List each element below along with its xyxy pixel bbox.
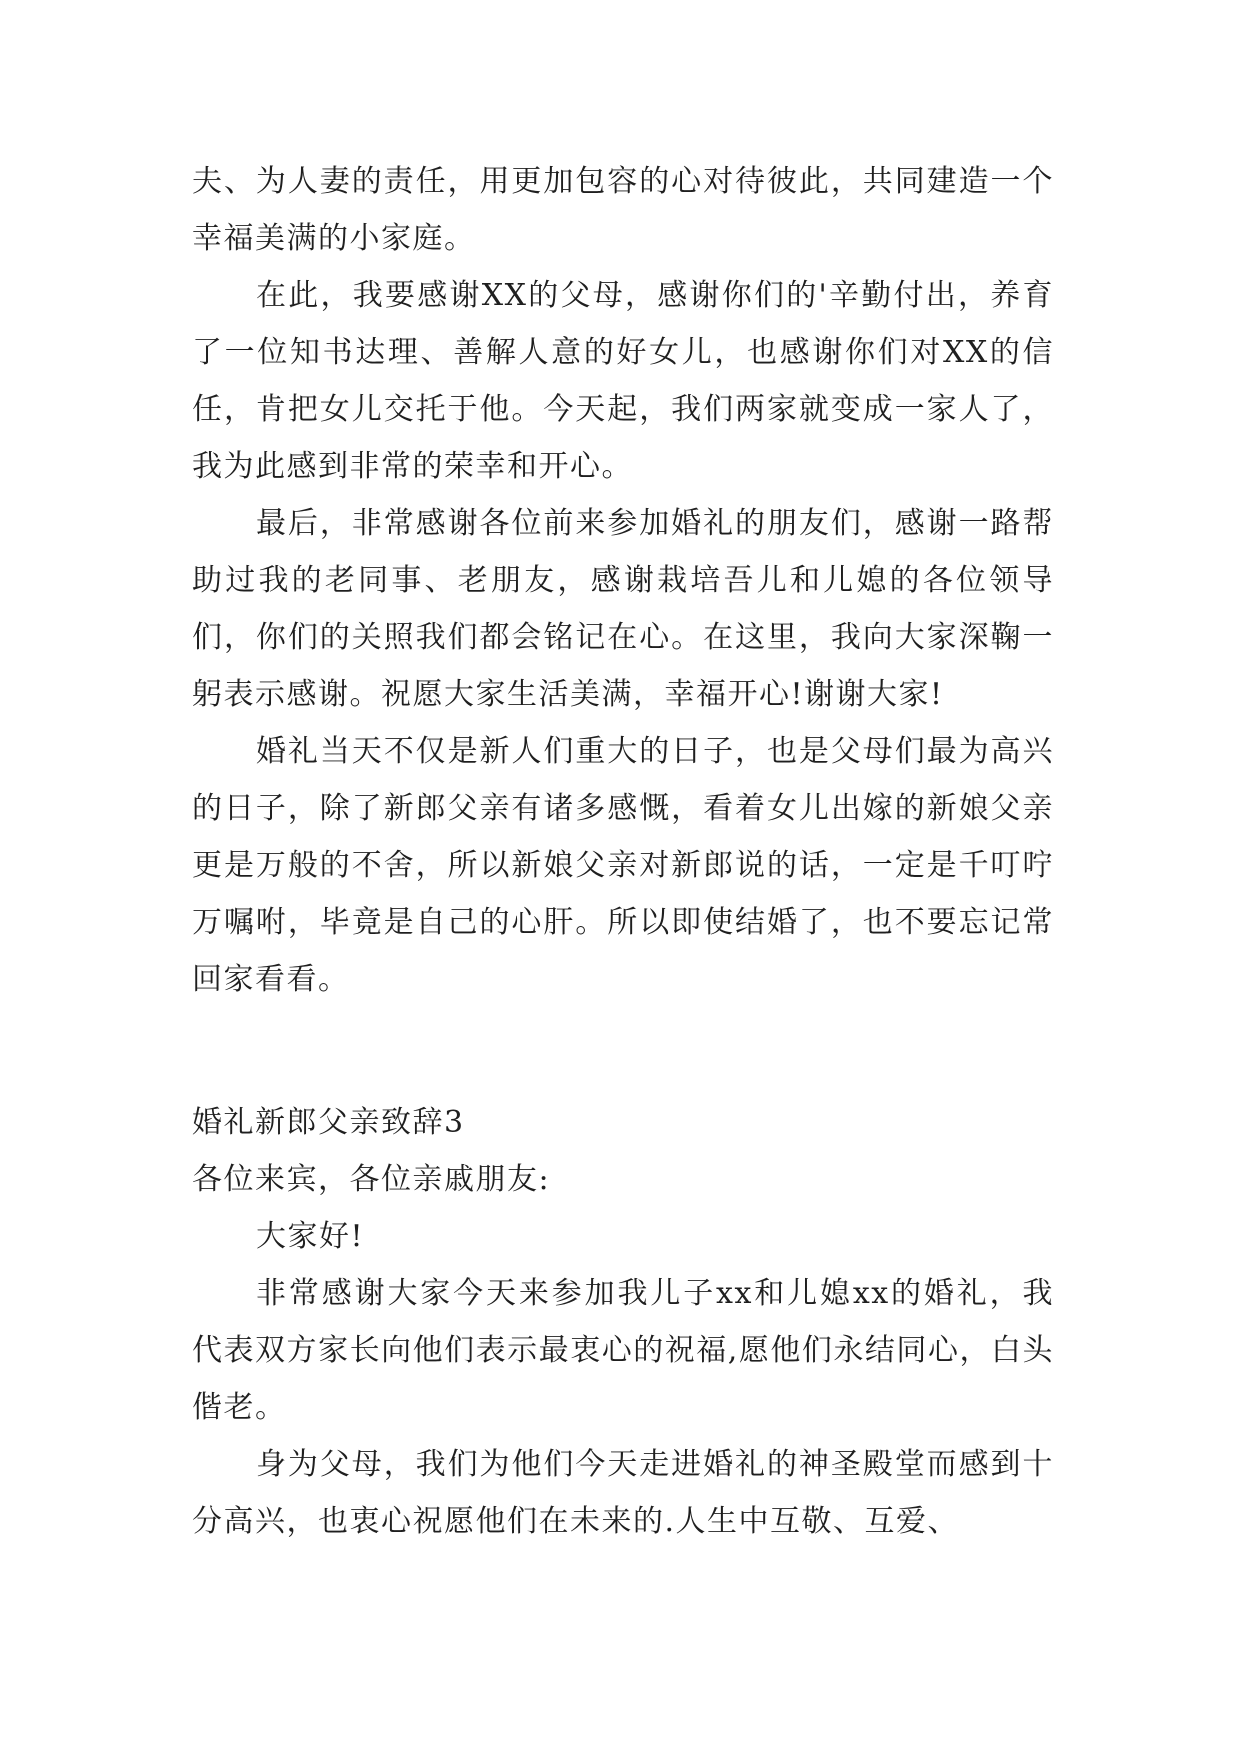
paragraph-thanks-parents: 在此，我要感谢XX的父母，感谢你们的'辛勤付出，养育了一位知书达理、善解人意的好女儿，也感谢你们对XX的信任，肯把女儿交托于他。今天起，我们两家就变成一家人了，我为此感到非常的荣幸和开心。 [192,278,1054,484]
speech-continuation [192,153,1054,1008]
section-title: 婚礼新郎父亲致辞3 [192,1105,465,1140]
paragraph-continued: 夫、为人妻的责任，用更加包容的心对待彼此，共同建造一个幸福美满的小家庭。 [192,164,1054,256]
paragraph-parents-wishes: 身为父母，我们为他们今天走进婚礼的神圣殿堂而感到十分高兴，也衷心祝愿他们在未来的.人生中互敬、互爱、 [192,1447,1054,1539]
salutation: 各位来宾，各位亲戚朋友: [192,1162,551,1197]
paragraph-thanks-attendance: 非常感谢大家今天来参加我儿子xx和儿媳xx的婚礼，我代表双方家长向他们表示最衷心的祝福,愿他们永结同心，白头偕老。 [192,1276,1054,1425]
greeting: 大家好! [256,1219,365,1254]
paragraph-thanks-guests: 最后，非常感谢各位前来参加婚礼的朋友们，感谢一路帮助过我的老同事、老朋友，感谢栽培吾儿和儿媳的各位领导们，你们的关照我们都会铭记在心。在这里，我向大家深鞠一躬表示感谢。祝愿大家生活美满，幸福开心!谢谢大家! [192,506,1054,712]
paragraph-bride-father-note: 婚礼当天不仅是新人们重大的日子，也是父母们最为高兴的日子，除了新郎父亲有诸多感慨，看着女儿出嫁的新娘父亲更是万般的不舍，所以新娘父亲对新郎说的话，一定是千叮咛万嘱咐，毕竟是自己的心肝。所以即使结婚了，也不要忘记常回家看看。 [192,734,1054,997]
speech-section-3 [192,1094,1054,1550]
